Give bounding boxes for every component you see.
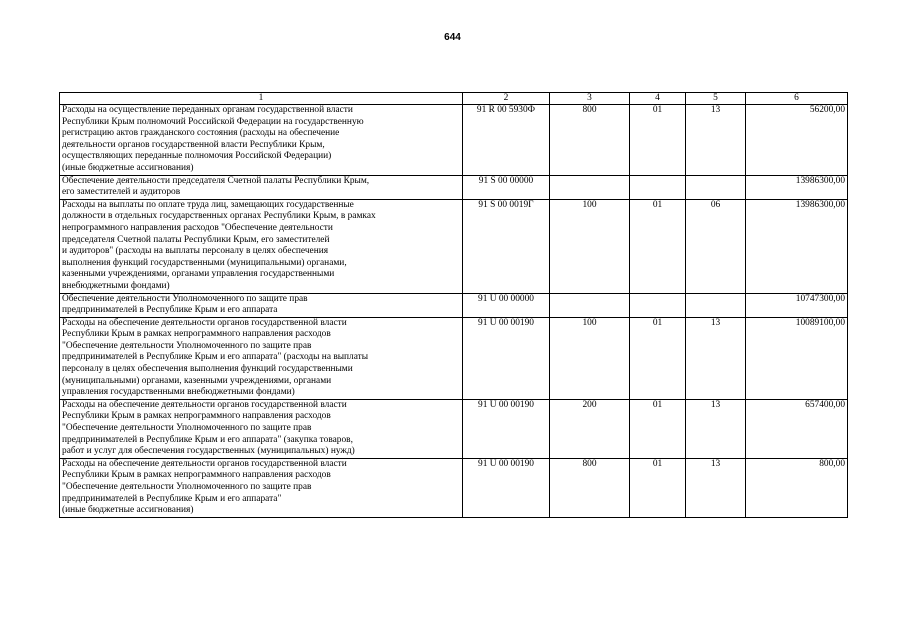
row-subsection: 13 [686, 399, 746, 458]
description-line: предпринимателей в Республике Крым и его аппарата" [62, 493, 282, 504]
description-line: (иные бюджетные ассигнования) [62, 162, 194, 173]
table-row [60, 105, 848, 176]
page-number: 644 [444, 32, 461, 43]
description-line: работ и услуг для обеспечения государственных (муниципальных) нужд) [62, 446, 355, 457]
row-section: 01 [630, 317, 686, 399]
description-line: Республики Крым в рамках непрограммного направления расходов [62, 411, 331, 422]
column-number: 4 [630, 93, 686, 105]
row-description [60, 317, 463, 399]
column-number: 1 [60, 93, 463, 105]
description-line: Расходы на осуществление переданных органам государственной власти [62, 105, 353, 115]
row-subsection: 06 [686, 199, 746, 293]
description-line: предпринимателей в Республике Крым и его аппарата" (расходы на выплаты [62, 352, 369, 363]
row-description [60, 175, 463, 199]
row-amount: 657400,00 [746, 399, 848, 458]
row-description [60, 105, 463, 176]
description-line: "Обеспечение деятельности Уполномоченного по защите прав [62, 423, 312, 434]
description-line: осуществляющих переданные полномочия Российской Федерации) [62, 151, 332, 162]
row-description [60, 199, 463, 293]
table-row [60, 458, 848, 517]
description-line: и аудиторов" (расходы на выплаты персоналу в целях обеспечения [62, 246, 329, 257]
description-line: его заместителей и аудиторов [62, 187, 181, 198]
row-section: 01 [630, 458, 686, 517]
table-row [60, 399, 848, 458]
description-line: Обеспечение деятельности Уполномоченного по защите прав [62, 293, 308, 304]
row-code: 91 U 00 00190 [463, 458, 550, 517]
description-line: Республики Крым в рамках непрограммного направления расходов [62, 470, 331, 481]
description-line: Расходы на обеспечение деятельности органов государственной власти [62, 399, 347, 410]
row-amount: 10747300,00 [746, 293, 848, 317]
row-section: 01 [630, 399, 686, 458]
row-expense-type [550, 293, 630, 317]
description-line: (муниципальными) органами, казенными учреждениями, органами [62, 375, 332, 386]
description-line: Республики Крым в рамках непрограммного направления расходов [62, 329, 331, 340]
table-row [60, 175, 848, 199]
description-line: "Обеспечение деятельности Уполномоченного по защите прав [62, 482, 312, 492]
row-description [60, 293, 463, 317]
row-code: 91 U 00 00190 [463, 399, 550, 458]
row-code: 91 R 00 5930Ф [463, 105, 550, 176]
description-line: Расходы на обеспечение деятельности органов государственной власти [62, 317, 347, 328]
row-subsection: 13 [686, 105, 746, 176]
description-line: Республики Крым полномочий Российской Федерации на государственную [62, 116, 364, 127]
row-code: 91 S 00 0019Г [463, 199, 550, 293]
description-line: деятельности органов государственной власти Республики Крым, [62, 139, 325, 150]
row-expense-type [550, 175, 630, 199]
row-amount: 10089100,00 [746, 317, 848, 399]
row-section: 01 [630, 199, 686, 293]
row-amount: 800,00 [746, 458, 848, 517]
column-number: 2 [463, 93, 550, 105]
table-row [60, 317, 848, 399]
table-body [60, 105, 848, 518]
row-section [630, 175, 686, 199]
row-subsection [686, 293, 746, 317]
row-subsection: 13 [686, 458, 746, 517]
column-number-row [60, 93, 848, 105]
row-expense-type: 200 [550, 399, 630, 458]
column-number: 3 [550, 93, 630, 105]
row-description [60, 458, 463, 517]
description-line: регистрацию актов гражданского состояния (расходы на обеспечение [62, 128, 340, 139]
description-line: Обеспечение деятельности председателя Счетной палаты Республики Крым, [62, 175, 370, 186]
description-line: "Обеспечение деятельности Уполномоченного по защите прав [62, 340, 312, 351]
description-line: предпринимателей в Республике Крым и его аппарата" (закупка товаров, [62, 434, 353, 445]
description-line: внебюджетными фондами) [62, 280, 170, 291]
description-line: (иные бюджетные ассигнования) [62, 505, 194, 516]
row-expense-type: 800 [550, 105, 630, 176]
row-description [60, 399, 463, 458]
description-line: непрограммного направления расходов "Обеспечение деятельности [62, 222, 333, 233]
description-line: Расходы на обеспечение деятельности органов государственной власти [62, 458, 347, 469]
table-row [60, 199, 848, 293]
row-code: 91 U 00 00190 [463, 317, 550, 399]
description-line: казенными учреждениями, органами управления государственными [62, 269, 335, 280]
row-expense-type: 800 [550, 458, 630, 517]
row-amount: 13986300,00 [746, 199, 848, 293]
column-number: 5 [686, 93, 746, 105]
row-section: 01 [630, 105, 686, 176]
budget-table [59, 92, 848, 518]
description-line: выполнения функций государственными (муниципальными) органами, [62, 257, 347, 268]
row-expense-type: 100 [550, 199, 630, 293]
description-line: председателя Счетной палаты Республики Крым, его заместителей [62, 234, 330, 245]
row-amount: 56200,00 [746, 105, 848, 176]
description-line: должности в отдельных государственных органах Республики Крым, в рамках [62, 211, 376, 222]
row-code: 91 U 00 00000 [463, 293, 550, 317]
row-subsection [686, 175, 746, 199]
description-line: предпринимателей в Республике Крым и его аппарата [62, 305, 278, 316]
column-number: 6 [746, 93, 848, 105]
row-section [630, 293, 686, 317]
row-expense-type: 100 [550, 317, 630, 399]
description-line: Расходы на выплаты по оплате труда лиц, замещающих государственные [62, 199, 354, 210]
row-code: 91 S 00 00000 [463, 175, 550, 199]
row-subsection: 13 [686, 317, 746, 399]
description-line: управления государственными внебюджетными фондами) [62, 387, 295, 398]
description-line: персоналу в целях обеспечения выполнения функций государственными [62, 364, 353, 375]
table-row [60, 293, 848, 317]
row-amount: 13986300,00 [746, 175, 848, 199]
